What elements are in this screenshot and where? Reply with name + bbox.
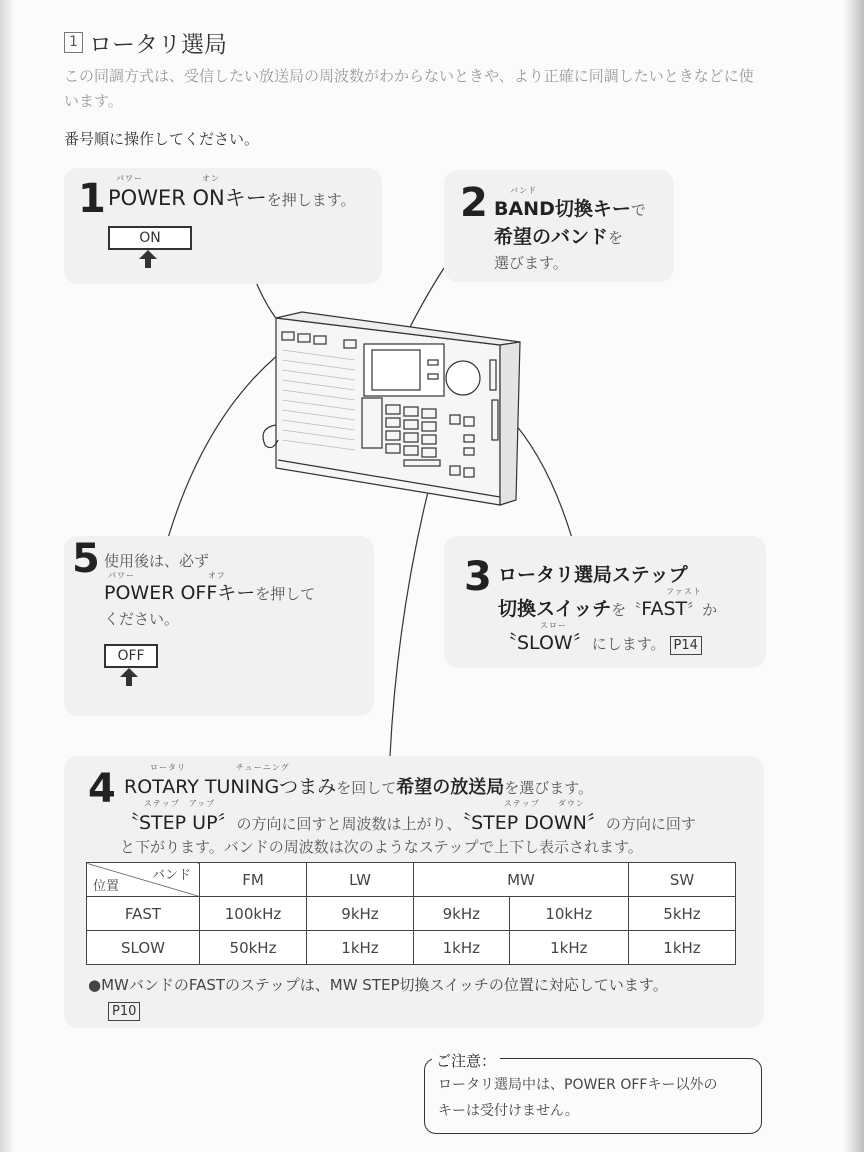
step4-line1 [124,772,593,799]
step3-slow: 〝SLOW〞 [498,632,592,654]
table-corner-cell [87,863,200,897]
step1-text-rest: を押します。 [266,191,356,209]
table-cell: 10kHz [509,897,628,931]
corner-position-label: 位置 [93,879,120,894]
ruby-band: バンド [510,186,537,195]
step5-line2 [104,578,315,605]
order-note: 番号順に操作してください。 [64,130,260,148]
step1-text [108,182,356,212]
step4-box [64,756,764,1028]
intro-text: この同調方式は、受信したい放送局の周波数がわからないときや、より正確に同調したいときなどに使います。 [64,67,754,110]
step5-number: 5 [72,536,100,582]
rotary-tuning-knob [446,361,480,395]
header-mw: MW [414,863,629,897]
ruby-tuning: チューニング [236,763,290,772]
header-sw: SW [629,863,736,897]
header-lw: LW [307,863,414,897]
step4-line1-bold: 希望の放送局 [396,777,505,798]
step2-number: 2 [460,180,488,226]
page-ref-10: P10 [108,1002,140,1021]
table-cell: 1kHz [629,931,736,965]
table-cell: 100kHz [200,897,307,931]
step4-line1-rest: を選びます。 [504,779,594,797]
header-fm: FM [200,863,307,897]
step5-line1: 使用後は、必ず [104,552,210,570]
step3-line1: ロータリ選局ステップ [498,564,688,586]
step2-line3: 選びます。 [494,254,568,272]
on-key-illustration: ON [108,226,192,250]
caution-label: ご注意： [432,1050,500,1071]
off-key-illustration: OFF [104,644,158,668]
table-cell: 5kHz [629,897,736,931]
step2-line1 [494,194,646,221]
row-label-fast: FAST [87,897,200,931]
step1-text-main: POWER ONキー [108,186,267,210]
step5-box [64,536,374,716]
step2-line2-main: 希望のバンド [494,226,609,248]
section-number: 1 [64,32,83,53]
table-cell: 1kHz [307,931,414,965]
ruby-off: オフ [208,571,226,580]
table-cell: 1kHz [414,931,510,965]
caution-line2: キーは受付けません。 [438,1103,579,1119]
mw-step-note: ●MWバンドのFASTのステップは、MW STEP切換スイッチの位置に対応しています。 [88,976,668,994]
caution-line1: ロータリ選局中は、POWER OFFキー以外の [438,1077,718,1093]
ruby-on: オン [202,174,220,183]
ruby-power-5: パワー [108,571,135,580]
step4-line2 [120,808,696,835]
lcd-display [372,350,420,390]
ruby-power: パワー [116,174,143,183]
step2-box [444,170,674,282]
step3-number: 3 [464,554,492,600]
step1-number: 1 [78,176,106,222]
step5-line2-main: POWER OFFキー [104,582,256,604]
step4-line1-main: ROTARY TUNINGつまみ [124,776,337,798]
ruby-step-up: ステップ アップ [144,799,216,808]
step4-step-up: 〝STEP UP〞 [120,812,237,834]
step4-number: 4 [88,766,116,812]
table-cell: 9kHz [414,897,510,931]
section-title-text: ロータリ選局 [89,32,227,58]
step3-line3 [498,628,702,655]
press-arrow-stem-5 [126,677,132,686]
step4-line2-d: の方向に回す [605,815,696,833]
ruby-fast: ファスト [666,587,702,596]
step5-line2-rest: を押して [255,585,316,603]
step3-line3-rest: にします。 [591,635,666,653]
step3-fast: FAST [641,598,688,620]
step2-line1-rest: で [630,201,646,219]
table-row [87,931,736,965]
page-ref-14: P14 [670,636,702,655]
table-cell: 9kHz [307,897,414,931]
frequency-step-table [86,862,736,965]
caution-box [424,1048,764,1134]
step3-box [444,536,766,668]
step4-line1-mid: を回して [336,779,397,797]
table-header-row [87,863,736,897]
step4-line3: と下がります。バンドの周波数は次のようなステップで上下し表示されます。 [120,838,643,856]
step2-line2-rest: を [608,229,624,247]
step3-line2 [498,594,717,621]
step3-line2-end: 〞か [687,601,718,619]
step4-step-down: 〝STEP DOWN〞 [461,812,606,834]
press-arrow-icon [139,250,157,259]
step3-line2-mid: を〝 [611,601,642,619]
ruby-step-down: ステップ ダウン [504,799,585,808]
table-row [87,897,736,931]
step1-box [64,168,382,284]
ruby-slow: スロー [540,621,567,630]
step4-line2-b: の方向に回すと周波数は上がり、 [236,815,462,833]
table-cell: 50kHz [200,931,307,965]
step5-line3: ください。 [104,610,180,628]
ruby-rotary: ロータリ [150,763,186,772]
table-cell: 1kHz [509,931,628,965]
step2-line1-main: BAND切換キー [494,198,631,220]
press-arrow-icon-5 [120,668,138,677]
row-label-slow: SLOW [87,931,200,965]
step3-line2-main: 切換スイッチ [498,598,612,620]
corner-band-label: バンド [151,868,191,883]
press-arrow-stem [145,259,151,268]
step2-line2 [494,222,623,249]
